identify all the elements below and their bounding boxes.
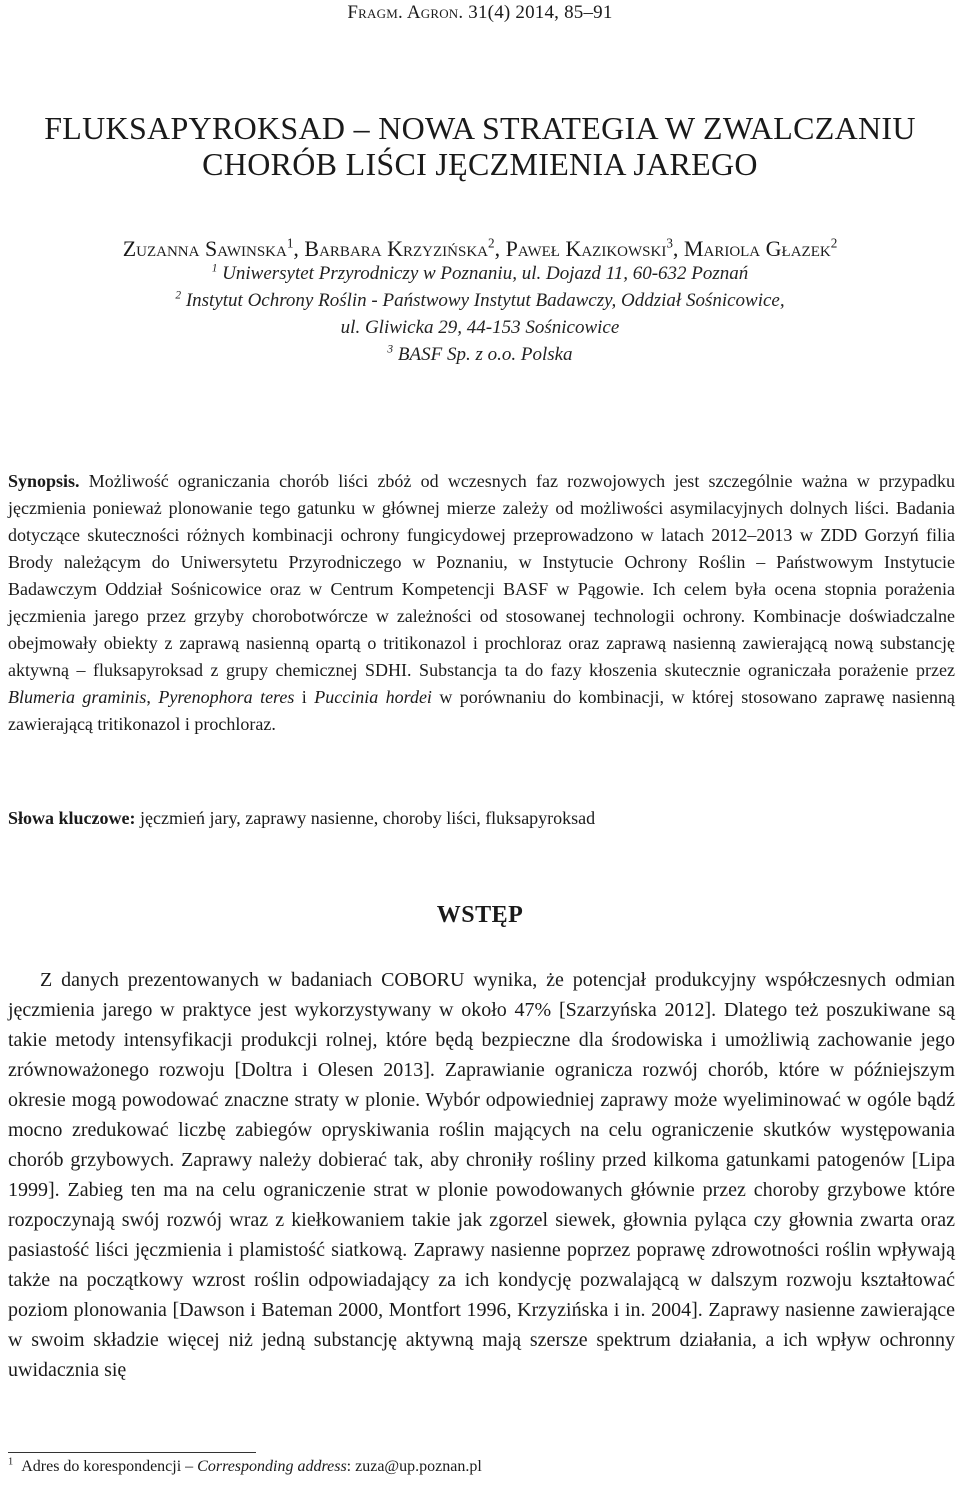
footnote bbox=[8, 1458, 482, 1476]
affiliation-2-address: ul. Gliwicka 29, 44-153 Sośnicowice bbox=[340, 317, 620, 338]
intro-paragraph: Z danych prezentowanych w badaniach COBORU wynika, że potencjał produkcyjny współczesnych odmian jęczmienia jarego w praktyce jest wykorzystywany w około 47% [Szarzyńska 2012]. Dlatego też poszukiwane są takie metody intensyfikacji produkcji rolnej, które będą bezpieczne dla środowiska i umożliwią zachowanie jego zrównoważonego rozwoju [Doltra i Olesen 2013]. Zaprawianie ogranicza rozwój chorób, które w późniejszym okresie mogą powodować znaczne straty w plonie. Wybór odpowiedniej zaprawy może wyeliminować w ogóle bądź mocno zredukować liczbę zabiegów opryskiwania roślin mających na celu ograniczenie skutków występowania chorób grzybowych. Zaprawy należy dobierać tak, aby chroniły rośliny przed kilkoma gatunkami patogenów [Lipa 1999]. Zabieg ten ma na celu ograniczenie strat w plonie powodowanych głównie przez choroby grzybowe które rozpoczynają swój rozwój wraz z kiełkowaniem takie jak zgorzel siewek, głownia pyląca czy głownia zwarta oraz pasiastość liści jęczmienia i plamistość siatkową. Zaprawy nasienne poprzez poprawę zdrowotności roślin wpływają także na początkowy wzrost roślin odpowiadający za ich kondycję pozwalającą w dalszym rozwoju kształtować poziom plonowania [Dawson i Bateman 2000, Montfort 1996, Krzyzińska i in. 2004]. Zaprawy nasienne zawierające w swoim składzie więcej niż jedną substancję aktywną mają szersze spektrum działania, a ich wpływ ochronny uwidacznia się bbox=[8, 969, 955, 1381]
author-list bbox=[0, 236, 960, 262]
journal-name: Fragm. Agron. bbox=[347, 2, 464, 23]
affiliation-text: BASF Sp. z o.o. Polska bbox=[397, 344, 573, 365]
footnote-label-en: Corresponding address bbox=[197, 1458, 347, 1475]
footnote-email[interactable]: zuza@up.poznan.pl bbox=[355, 1458, 482, 1475]
author-separator: , bbox=[672, 236, 684, 261]
footnote-label: Adres do korespondencji – bbox=[21, 1458, 198, 1475]
article-title bbox=[0, 110, 960, 182]
affiliation-text: Uniwersytet Przyrodniczy w Poznaniu, ul. Dojazd 11, 60-632 Poznań bbox=[222, 263, 749, 284]
title-line-1: FLUKSAPYROKSAD – NOWA STRATEGIA W ZWALCZANIU bbox=[44, 110, 916, 146]
author-separator: , bbox=[494, 236, 506, 261]
species-name: Blumeria graminis bbox=[8, 687, 147, 707]
section-heading: WSTĘP bbox=[436, 902, 524, 928]
keywords bbox=[8, 808, 955, 829]
abstract-text: Możliwość ograniczania chorób liści zbóż od wczesnych faz rozwojowych jest szczególnie ważna w przypadku jęczmienia ponieważ plonowanie tego gatunku w głównej mierze zależy od możliwości asymilacyjnych dolnych liści. Badania dotyczące skuteczności różnych kombinacji ochrony fungicydowej przeprowadzono w latach 2012–2013 w ZDD Gorzyń filia Brody należącym do Uniwersytetu Przyrodniczego w Poznaniu, w Instytucie Ochrony Roślin – Państwowym Instytucie Badawczym Oddział Sośnicowice oraz w Centrum Kompetencji BASF w Pągowie. Ich celem była ocena stopnia porażenia jęczmienia jarego przez grzyby chorobotwórcze w zależności od stosowanej technologii ochrony. Kombinacje doświadczalne obejmowały obiekty z zaprawą nasienną opartą o tritikonazol i prochloraz oraz zaprawą nasienną zawierającą nową substancję aktywną – fluksapyroksad z grupy chemicznej SDHI. Substancja ta do fazy kłoszenia skutecznie ograniczała porażenie przez bbox=[8, 471, 955, 680]
affiliation-number: 3 bbox=[387, 343, 394, 356]
keywords-label: Słowa kluczowe: bbox=[8, 808, 136, 828]
author-name: Paweł Kazikowski bbox=[505, 236, 667, 261]
title-line-2: CHORÓB LIŚCI JĘCZMIENIA JAREGO bbox=[202, 146, 758, 182]
footnote-number: 1 bbox=[8, 1456, 14, 1468]
author-affiliation-mark: 1 bbox=[286, 235, 294, 251]
journal-citation: 31(4) 2014, 85–91 bbox=[468, 2, 613, 23]
abstract bbox=[8, 468, 955, 738]
affiliation-text: Instytut Ochrony Roślin - Państwowy Instytut Badawczy, Oddział Sośnicowice, bbox=[185, 290, 785, 311]
affiliation-3 bbox=[0, 341, 960, 368]
affiliation-2 bbox=[0, 287, 960, 314]
author-affiliation-mark: 2 bbox=[488, 235, 495, 251]
affiliation-number: 1 bbox=[211, 262, 218, 275]
footnote-separator: : bbox=[346, 1458, 356, 1475]
author-affiliation-mark: 2 bbox=[830, 235, 838, 251]
abstract-label: Synopsis. bbox=[8, 471, 80, 491]
affiliation-1 bbox=[0, 260, 960, 287]
author-name: Barbara Krzyzińska bbox=[304, 236, 488, 261]
author-affiliation-mark: 3 bbox=[666, 235, 673, 251]
species-name: Pyrenophora teres bbox=[158, 687, 295, 707]
abstract-text: w porównaniu do kombinacji, w której stosowano zaprawę nasienną zawierającą tritikonazol i prochloraz. bbox=[8, 687, 955, 734]
journal-header bbox=[0, 2, 960, 24]
footnote-divider bbox=[8, 1452, 256, 1453]
species-name: Puccinia hordei bbox=[314, 687, 432, 707]
author-separator: , bbox=[293, 236, 305, 261]
keywords-text: jęczmień jary, zaprawy nasienne, choroby liści, fluksapyroksad bbox=[135, 808, 596, 828]
author-name: Mariola Głazek bbox=[683, 236, 831, 261]
intro-body bbox=[8, 965, 955, 1385]
abstract-separator: , bbox=[146, 687, 159, 707]
affiliations bbox=[0, 260, 960, 368]
abstract-separator: i bbox=[294, 687, 315, 707]
affiliation-number: 2 bbox=[175, 289, 182, 302]
author-name: Zuzanna Sawinska bbox=[122, 236, 287, 261]
